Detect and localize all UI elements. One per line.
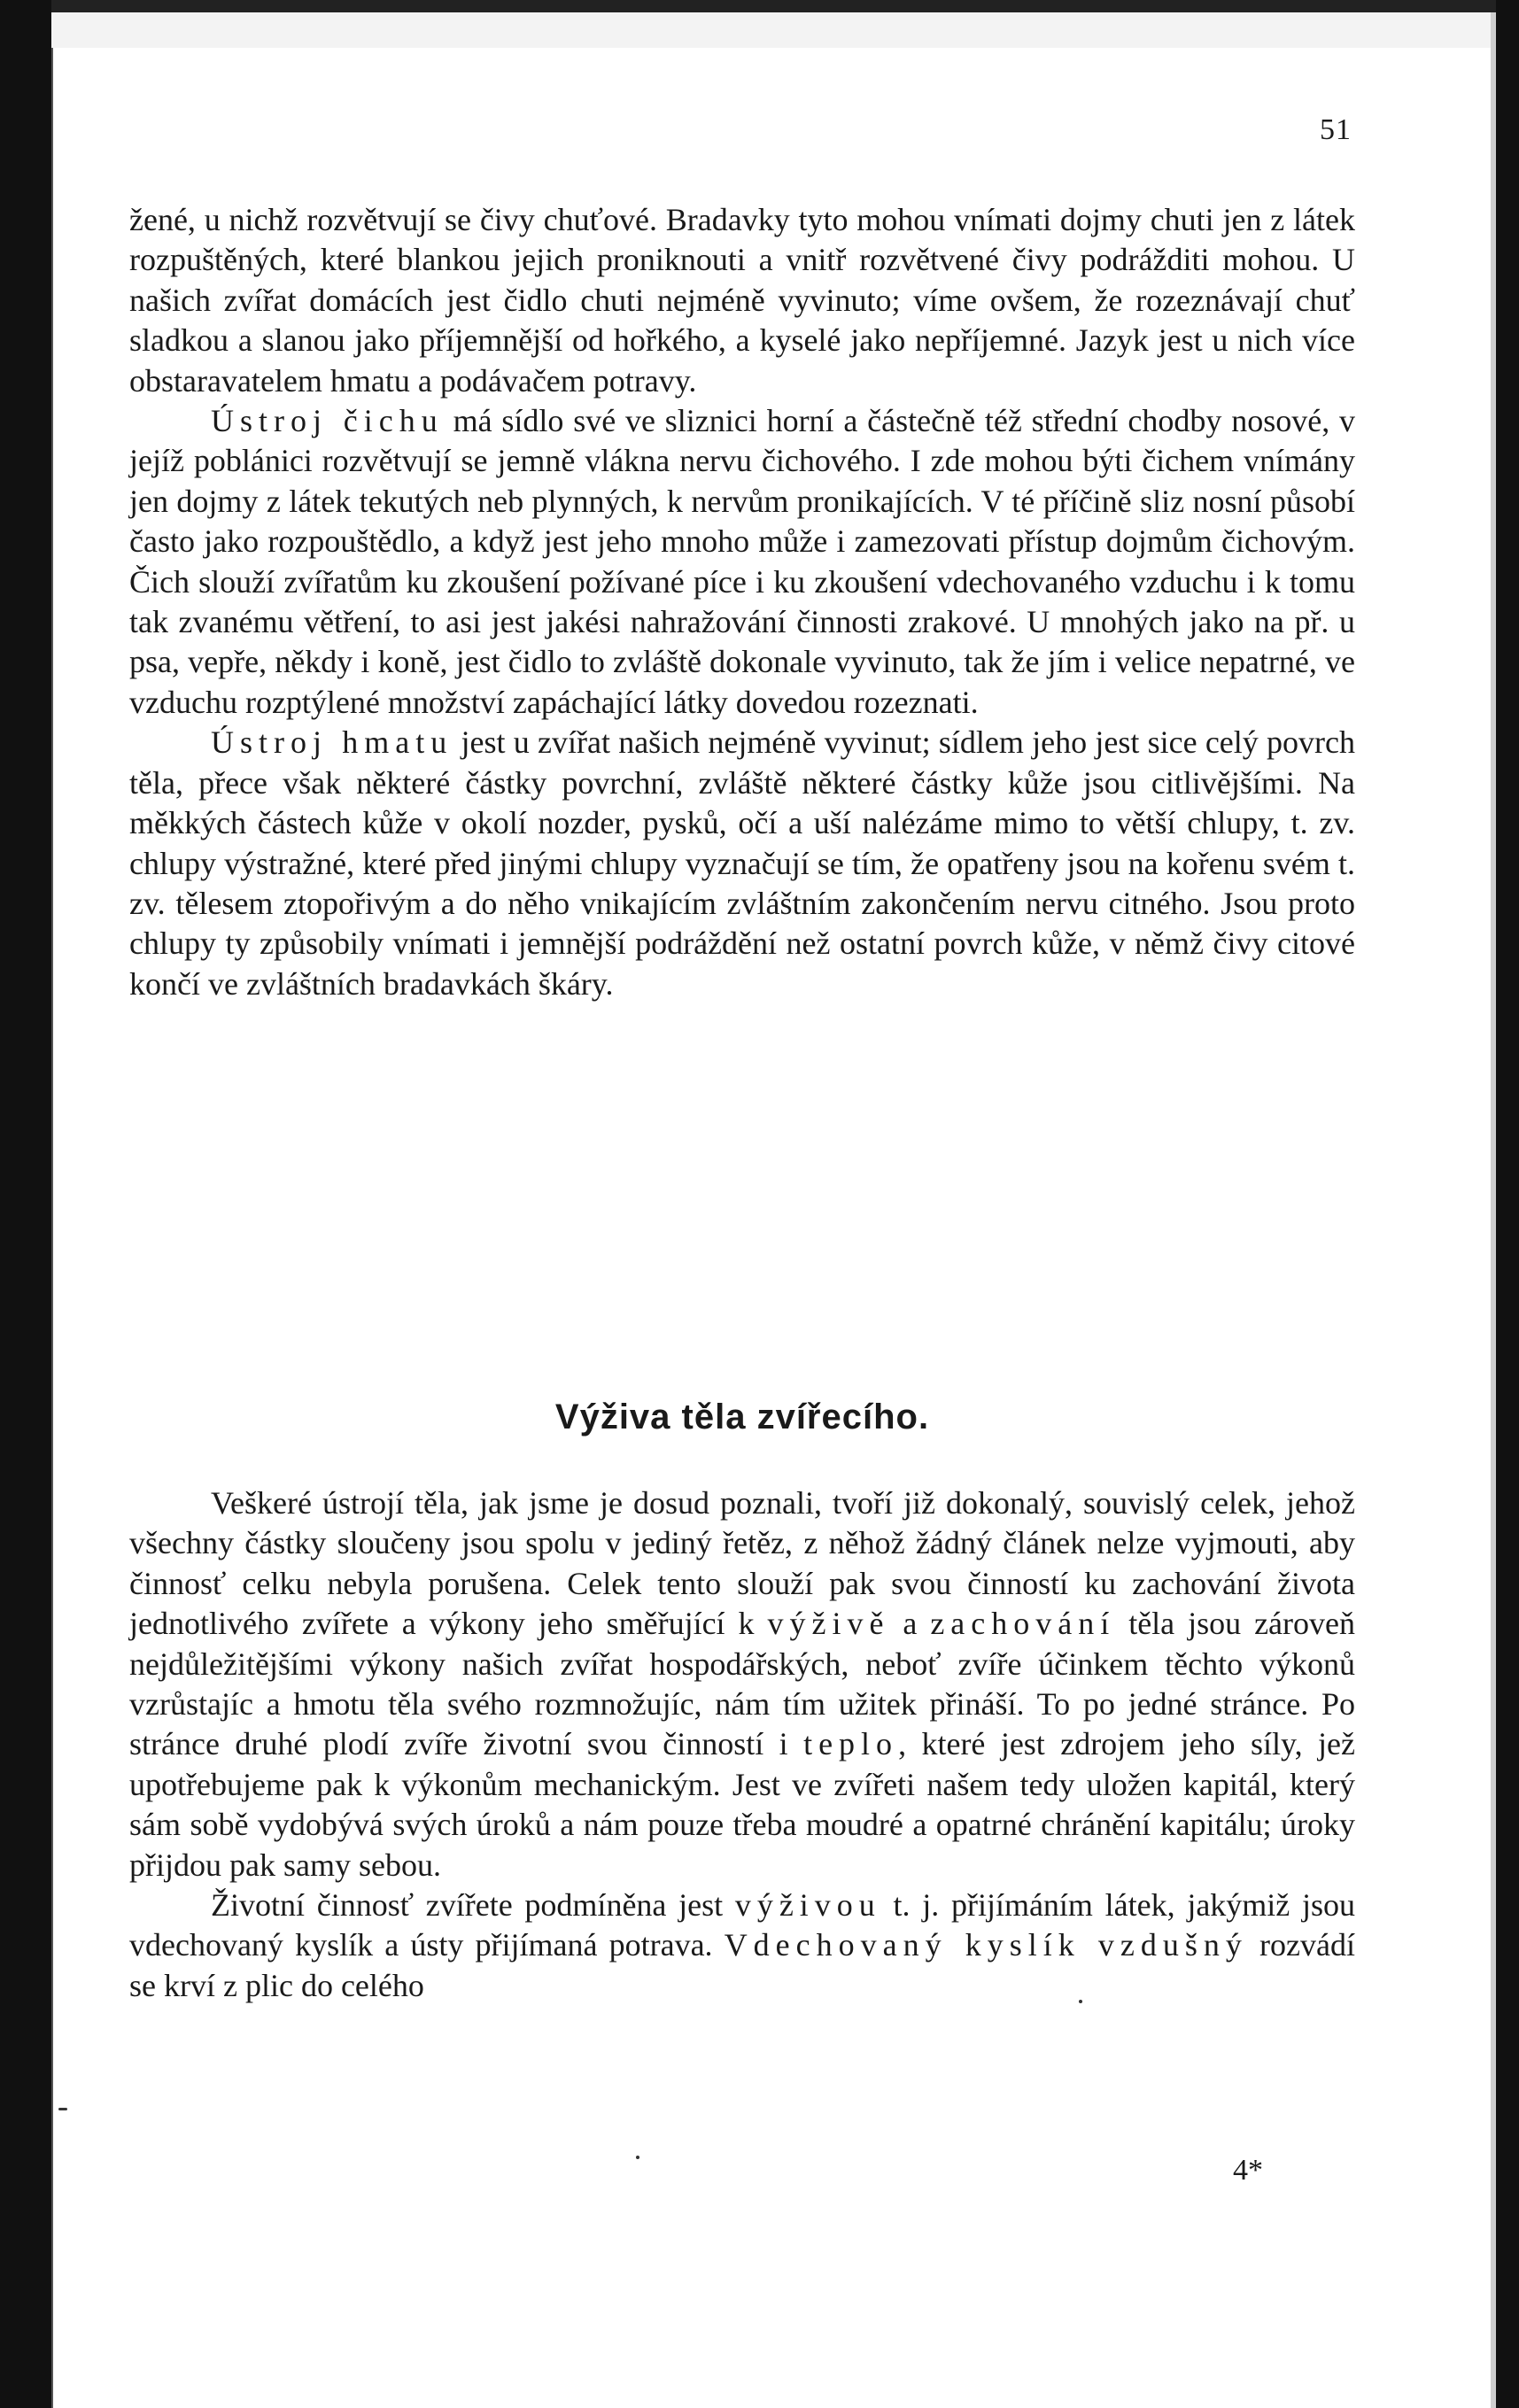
section-heading: Výživa těla zvířecího.	[554, 1398, 930, 1436]
print-speck	[58, 2108, 67, 2110]
term-teplo: teplo	[803, 1726, 899, 1762]
nutrition-1-part-a: Veškeré ústrojí těla, jak jsme je dosud poznali, tvoří již dokonalý, souvislý celek, jehož všechny částky sloučeny jsou spolu v jediný řetěz, z něhož žádný článek nelze vyjmouti, aby činnosť celku nebyla porušena. Celek tento slouží pak svou činností ku zachování života jednotlivého zvířete a výkony jeho směřující k	[129, 1485, 1355, 1642]
signature-mark: 4*	[1233, 2154, 1263, 2187]
nutrition-2-part-c: rozvádí se krví z plic do celého	[129, 1927, 1355, 2003]
paragraph-touch-body: jest u zvířat našich nejméně vyvinut; sídlem jeho jest sice celý povrch těla, přece však některé částky povrchní, zvláště některé částky kůže jsou citlivějšími. Na měkkých částech kůže v okolí nozder, pysků, očí a uší nalézáme mimo to větší chlupy, t. zv. chlupy výstražné, které před jinými chlupy vyznačují se tím, že opatřeny jsou na kořenu svém t. zv. tělesem ztopořivým a do něho vnikajícím zvláštním zakončením nervu citného. Jsou proto chlupy ty způsobily vnímati i jemnější podráždění než ostatní povrch kůže, v němž čivy citové končí ve zvláštních bradavkách škáry.	[129, 724, 1356, 1002]
paragraph-nutrition-1	[129, 1483, 1355, 1885]
scan-right-edge	[1496, 0, 1519, 2408]
term-vyzivou: výživou	[734, 1887, 881, 1924]
term-vdechovany-kyslik: Vdechovaný kyslík vzdušný	[724, 1927, 1248, 1963]
nutrition-1-part-b: a	[889, 1606, 931, 1642]
paragraph-touch	[129, 723, 1355, 1004]
print-speck	[636, 2156, 639, 2159]
paragraph-nutrition-2	[129, 1885, 1355, 2006]
paragraph-smell	[129, 401, 1355, 723]
scan-top-edge	[51, 0, 1496, 12]
section-nutrition-text	[129, 1483, 1355, 2006]
term-smell-organ: Ústroj čichu	[211, 403, 444, 439]
nutrition-2-part-a: Životní činnosť zvířete podmíněna jest	[211, 1887, 735, 1924]
scan-left-gutter	[51, 0, 53, 2408]
scan-top-band	[51, 12, 1491, 48]
term-touch-organ: Ústroj hmatu	[211, 724, 453, 761]
nutrition-1-part-c: těla jsou zároveň nejdůležitějšími výkony našich zvířat hospodářských, neboť zvíře účinkem těchto výkonů vzrůstajíc a hmotu těla svého rozmnožujíc, nám tím užitek přináší. To po jedné stránce. Po stránce druhé plodí zvíře životní svou činností i	[129, 1606, 1355, 1762]
print-speck	[1079, 2000, 1082, 2003]
term-vyzive: výživě	[767, 1606, 890, 1642]
nutrition-1-part-d: , které jest zdrojem jeho síly, jež upotřebujeme pak k výkonům mechanickým. Jest ve zvířeti našem tedy uložen kapitál, který sám sobě vydobývá svých úroků a nám pouze třeba moudré a opatrné chránění kapitálu; úroky přijdou pak samy sebou.	[129, 1726, 1355, 1883]
section-senses-text	[129, 200, 1355, 1004]
paragraph-smell-body: má sídlo své ve sliznici horní a částečně též střední chodby nosové, v jejíž poblánici rozvětvují se jemně vlákna nervu čichového. I zde mohou býti čichem vnímány jen dojmy z látek tekutých neb plynných, k nervům pronikajících. V té příčině sliz nosní působí často jako rozpouštědlo, a když jest jeho mnoho může i zamezovati přístup dojmům čichovým. Čich slouží zvířatům ku zkoušení požívané píce i ku zkoušení vdechovaného vzduchu i k tomu tak zvanému větření, to asi jest jakési nahražování činnosti zrakové. U mnohých jako na př. u psa, vepře, někdy i koně, jest čidlo to zvláště dokonale vyvinuto, tak že jím i velice nepatrné, ve vzduchu rozptýlené množství zapáchající látky dovedou rozeznati.	[129, 403, 1356, 720]
term-zachovani: zachování	[930, 1606, 1116, 1642]
page-number: 51	[1320, 113, 1352, 146]
nutrition-2-part-b: t. j. přijímáním látek, jakýmiž jsou vdechovaný kyslík a ústy přijímaná potrava.	[129, 1887, 1356, 1963]
paragraph-taste: žené, u nichž rozvětvují se čivy chuťové. Bradavky tyto mohou vnímati dojmy chuti jen z látek rozpuštěných, které blankou jejich proniknouti a vnitř rozvětvené čivy podrážditi mohou. U našich zvířat domácích jest čidlo chuti nejméně vyvinuto; víme ovšem, že rozeznávají chuť sladkou a slanou jako příjemnější od hořkého, a kyselé jako nepříjemné. Jazyk jest u nich více obstaravatelem hmatu a podávačem potravy.	[129, 202, 1355, 399]
scan-left-edge	[0, 0, 51, 2408]
